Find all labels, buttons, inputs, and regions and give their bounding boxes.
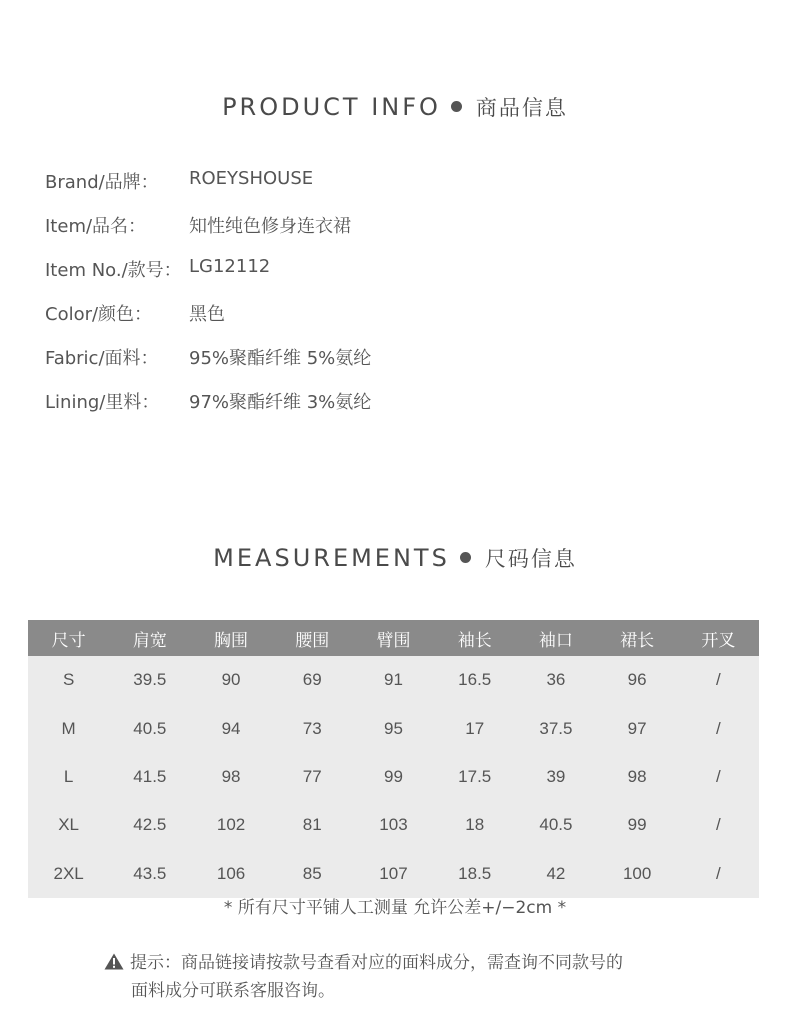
table-cell: S bbox=[28, 656, 109, 704]
table-header-cell: 胸围 bbox=[190, 620, 271, 656]
table-cell: / bbox=[678, 801, 759, 849]
measurements-title bbox=[0, 543, 790, 573]
info-label: Fabric/面料： bbox=[45, 348, 159, 369]
measurements-title-en: MEASUREMENTS bbox=[213, 544, 450, 572]
product-info-title-zh: 商品信息 bbox=[475, 96, 568, 120]
table-row bbox=[28, 801, 759, 849]
table-cell: 39 bbox=[515, 753, 596, 801]
info-label: Brand/品牌： bbox=[45, 172, 159, 193]
table-cell: 81 bbox=[272, 801, 353, 849]
table-cell: 43.5 bbox=[109, 850, 190, 898]
tip-line-2 bbox=[104, 977, 724, 1005]
table-header-cell: 肩宽 bbox=[109, 620, 190, 656]
table-cell: 2XL bbox=[28, 850, 109, 898]
tip-text-2: 面料成分可联系客服咨询。 bbox=[131, 981, 335, 1001]
table-header-cell: 开叉 bbox=[678, 620, 759, 656]
bullet-dot-icon bbox=[460, 552, 471, 563]
table-cell: / bbox=[678, 753, 759, 801]
table-cell: 94 bbox=[190, 704, 271, 752]
warning-icon bbox=[104, 953, 124, 970]
info-label: Lining/里料： bbox=[45, 392, 160, 413]
table-cell: 69 bbox=[272, 656, 353, 704]
info-label: Item/品名： bbox=[45, 216, 147, 237]
product-info-title-en: PRODUCT INFO bbox=[222, 93, 441, 121]
table-row bbox=[28, 656, 759, 704]
table-cell: 85 bbox=[272, 850, 353, 898]
table-cell: 40.5 bbox=[109, 704, 190, 752]
table-cell: 16.5 bbox=[434, 656, 515, 704]
size-table bbox=[28, 620, 759, 898]
table-cell: 90 bbox=[190, 656, 271, 704]
table-cell: 96 bbox=[597, 656, 678, 704]
measurements-title-zh: 尺码信息 bbox=[484, 547, 577, 571]
table-cell: 98 bbox=[597, 753, 678, 801]
tip-line-1 bbox=[104, 949, 724, 977]
table-cell: / bbox=[678, 656, 759, 704]
table-cell: 77 bbox=[272, 753, 353, 801]
table-header-cell: 尺寸 bbox=[28, 620, 109, 656]
bullet-dot-icon bbox=[451, 101, 462, 112]
table-cell: 39.5 bbox=[109, 656, 190, 704]
table-cell: 91 bbox=[353, 656, 434, 704]
table-cell: 41.5 bbox=[109, 753, 190, 801]
table-cell: 37.5 bbox=[515, 704, 596, 752]
table-cell: XL bbox=[28, 801, 109, 849]
tip-text-1: 提示：商品链接请按款号查看对应的面料成分，需查询不同款号的 bbox=[130, 953, 623, 973]
table-cell: 100 bbox=[597, 850, 678, 898]
table-cell: 17.5 bbox=[434, 753, 515, 801]
info-value: 97%聚酯纤维 3%氨纶 bbox=[189, 392, 372, 413]
info-value: 知性纯色修身连衣裙 bbox=[189, 216, 351, 237]
table-header-row bbox=[28, 620, 759, 656]
info-value: 95%聚酯纤维 5%氨纶 bbox=[189, 348, 372, 369]
table-header-cell: 袖长 bbox=[434, 620, 515, 656]
table-cell: 36 bbox=[515, 656, 596, 704]
measurement-note: * 所有尺寸平铺人工测量 允许公差+/−2cm * bbox=[223, 898, 567, 918]
table-header-cell: 裙长 bbox=[597, 620, 678, 656]
table-cell: L bbox=[28, 753, 109, 801]
table-header-cell: 袖口 bbox=[515, 620, 596, 656]
table-cell: 18 bbox=[434, 801, 515, 849]
info-value: LG12112 bbox=[189, 256, 271, 277]
table-cell: 42 bbox=[515, 850, 596, 898]
table-cell: / bbox=[678, 850, 759, 898]
table-header-cell: 腰围 bbox=[272, 620, 353, 656]
table-cell: 97 bbox=[597, 704, 678, 752]
table-cell: 107 bbox=[353, 850, 434, 898]
tip-notice bbox=[104, 949, 724, 1005]
table-cell: 95 bbox=[353, 704, 434, 752]
table-cell: 40.5 bbox=[515, 801, 596, 849]
table-row bbox=[28, 704, 759, 752]
info-value: ROEYSHOUSE bbox=[189, 168, 314, 189]
table-header-cell: 臂围 bbox=[353, 620, 434, 656]
table-cell: 18.5 bbox=[434, 850, 515, 898]
table-cell: / bbox=[678, 704, 759, 752]
info-value: 黑色 bbox=[189, 304, 225, 325]
table-cell: 73 bbox=[272, 704, 353, 752]
table-row bbox=[28, 850, 759, 898]
table-cell: 99 bbox=[353, 753, 434, 801]
table-cell: 17 bbox=[434, 704, 515, 752]
table-cell: 42.5 bbox=[109, 801, 190, 849]
info-label: Color/颜色： bbox=[45, 304, 153, 325]
table-cell: M bbox=[28, 704, 109, 752]
product-info-title bbox=[0, 92, 790, 122]
table-cell: 103 bbox=[353, 801, 434, 849]
table-cell: 98 bbox=[190, 753, 271, 801]
info-label: Item No./款号： bbox=[45, 260, 182, 281]
table-row bbox=[28, 753, 759, 801]
table-cell: 99 bbox=[597, 801, 678, 849]
table-cell: 102 bbox=[190, 801, 271, 849]
table-cell: 106 bbox=[190, 850, 271, 898]
